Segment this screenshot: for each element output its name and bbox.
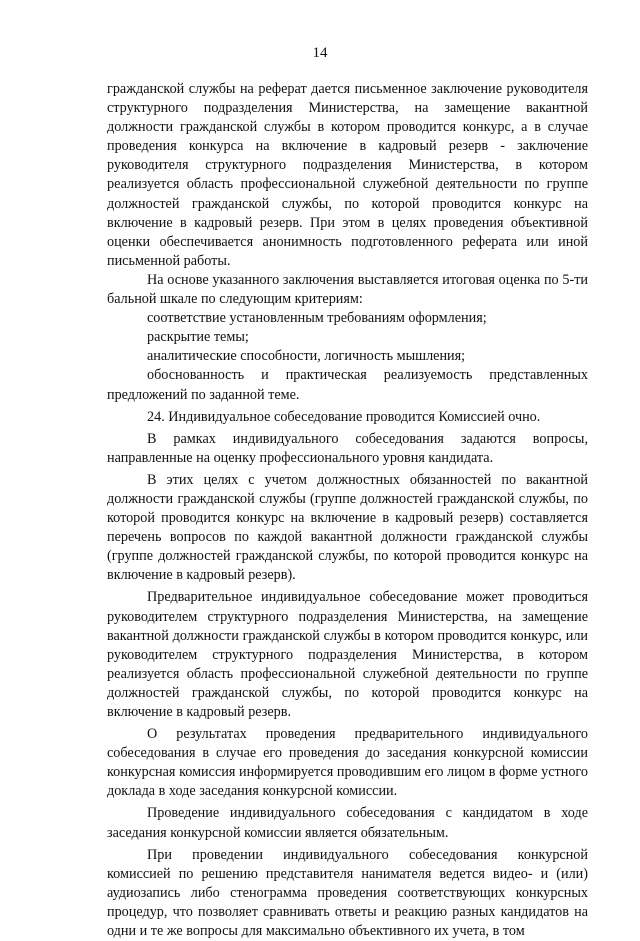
paragraph-preliminary-results: О результатах проведения предварительного индивидуального собеседования в случае его проведения до заседания конкурсной комиссии конкурсная комиссия информируется проводившим его лицом в форме устного доклада в ходе заседания конкурсной комиссии.: [107, 726, 588, 800]
paragraph-question-list: В этих целях с учетом должностных обязанностей по вакантной должности гражданской службы (группе должностей гражданской службы, по которой проводится конкурс на включение в кадровый резерв) составляется перечень вопросов по каждой вакантной должности гражданской службы (группе должностей гражданской службы, по которой проводится конкурс на включение в кадровый резерв).: [107, 471, 588, 584]
paragraph-interview-questions: В рамках индивидуального собеседования задаются вопросы, направленные на оценку профессионального уровня кандидата.: [107, 430, 588, 466]
paragraph-recording: При проведении индивидуального собеседования конкурсной комиссией по решению представителя нанимателя ведется видео- и (или) аудиозапись либо стенограмма проведения соответствующих конкурсных процедур, что позволяет сравнивать ответы и реакцию разных кандидатов на одни и те же вопросы для максимально объективного их учета, в том: [107, 846, 588, 940]
paragraph-final-grade: На основе указанного заключения выставляется итоговая оценка по 5-ти бальной шкале по следующим критериям:: [107, 271, 588, 308]
paragraph-essay-conclusion: гражданской службы на реферат дается письменное заключение руководителя структурного подразделения Министерства, на замещение вакантной должности гражданской службы в котором проводится конкурс, а в случае проведения конкурса на включение в кадровый резерв - заключение руководителя структурного подразделения Министерства, в котором реализуется область профессиональной служебной деятельности по группе должностей гражданской службы, по которой проводится конкурс на включение в кадровый резерв. При этом в целях проведения объективной оценки обеспечивается анонимность подготовленного реферата или иной письменной работы.: [107, 81, 588, 269]
criterion-topic-coverage: раскрытие темы;: [147, 329, 249, 346]
criterion-analytical-skills: аналитические способности, логичность мышления;: [147, 348, 466, 365]
paragraph-clause-24: 24. Индивидуальное собеседование проводится Комиссией очно.: [147, 408, 541, 425]
page-number: 14: [312, 45, 328, 61]
criterion-formatting: соответствие установленным требованиям оформления;: [147, 310, 487, 327]
document-body: [107, 80, 588, 941]
paragraph-interview-mandatory: Проведение индивидуального собеседования с кандидатом в ходе заседания конкурсной комиссии является обязательным.: [107, 805, 588, 841]
paragraph-preliminary-interview: Предварительное индивидуальное собеседование может проводиться руководителем структурного подразделения Министерства, на замещение вакантной должности гражданской службы в котором проводится конкурс, или руководителем структурного подразделения Министерства, в котором реализуется область профессиональной служебной деятельности по группе должностей гражданской службы, по которой проводится конкурс на включение в кадровый резерв.: [107, 589, 588, 720]
criterion-feasibility: обоснованность и практическая реализуемость представленных предложений по заданной теме.: [107, 367, 588, 403]
